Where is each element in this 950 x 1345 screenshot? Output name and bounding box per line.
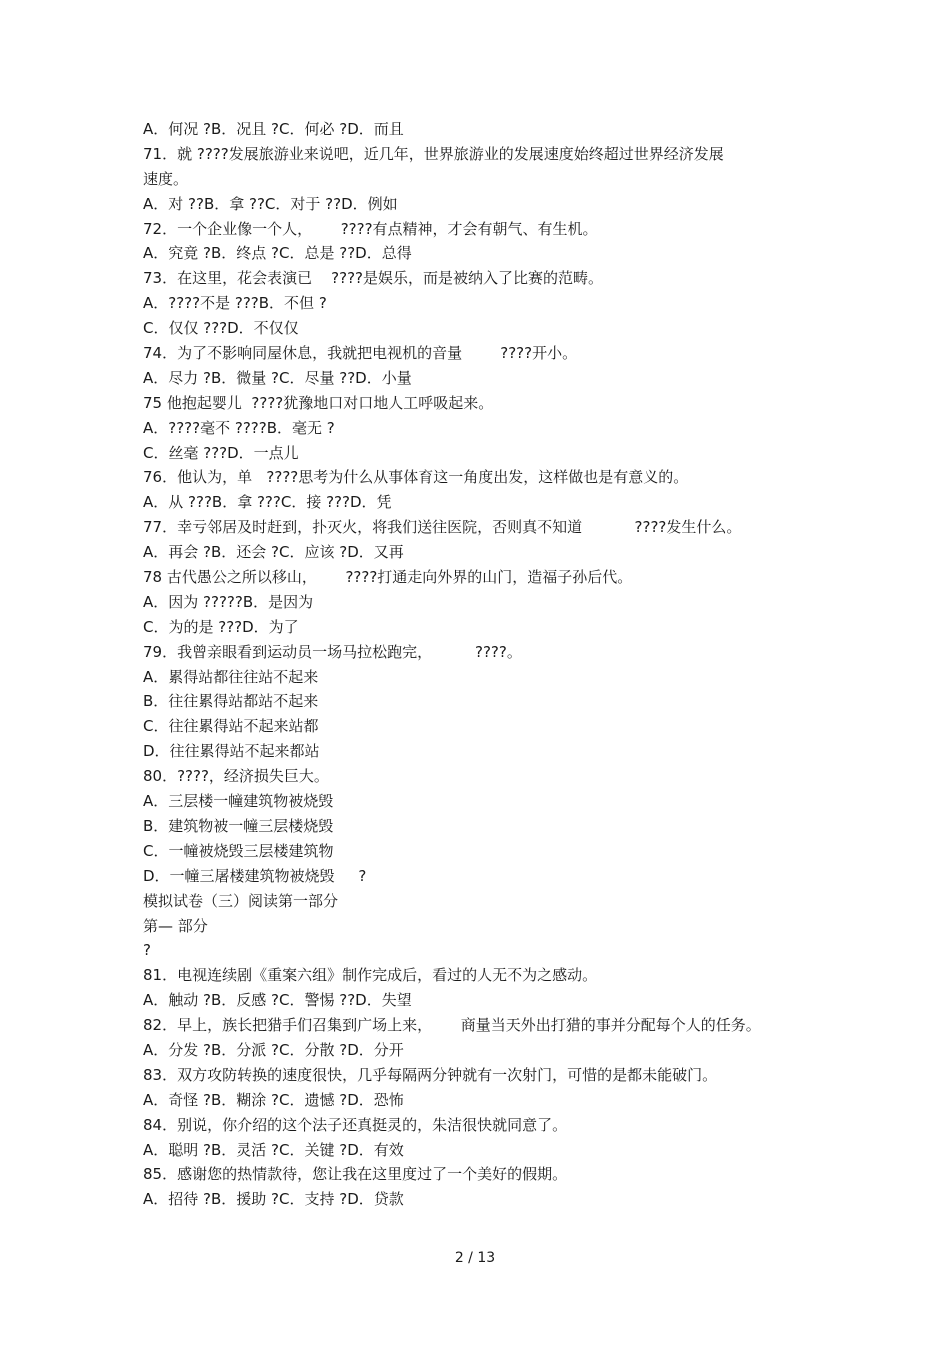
text-line: A．尽力 ?B．微量 ?C．尽量 ??D．小量 (143, 368, 412, 387)
text-line: 83．双方攻防转换的速度很快，几乎每隔两分钟就有一次射门，可惜的是都未能破门。 (143, 1065, 718, 1084)
text-line: 79．我曾亲眼看到运动员一场马拉松跑完， ????。 (143, 642, 522, 661)
text-line: 72．一个企业像一个人， ????有点精神，才会有朝气、有生机。 (143, 219, 598, 238)
text-line: D．一幢三屠楼建筑物被烧毁 ? (143, 866, 367, 885)
text-line: B．往往累得站都站不起来 (143, 692, 319, 711)
text-line: A．因为 ?????B．是因为 (143, 592, 314, 611)
text-line: 速度。 (143, 169, 189, 188)
text-line: C．往往累得站不起来站都 (143, 717, 319, 736)
text-line: 模拟试卷（三）阅读第一部分 (143, 891, 339, 910)
text-line: 80．????，经济损失巨大。 (143, 767, 329, 786)
text-line: ? (143, 941, 151, 960)
text-line: 74．为了不影响同屋休息，我就把电视机的音量 ????开小。 (143, 344, 578, 363)
text-line: 84．别说，你介绍的这个法子还真挺灵的，朱洁很快就同意了。 (143, 1115, 568, 1134)
text-line: A．????不是 ???B．不但 ? (143, 294, 327, 313)
text-line: A．分发 ?B．分派 ?C．分散 ?D．分开 (143, 1040, 404, 1059)
text-line: C．为的是 ???D．为了 (143, 617, 299, 636)
document-body (143, 117, 843, 1212)
text-line: A．再会 ?B．还会 ?C．应该 ?D．又再 (143, 543, 404, 562)
text-line: C．丝毫 ???D．一点儿 (143, 443, 299, 462)
page-number: 2 / 13 (454, 1250, 496, 1266)
text-line: C．仅仅 ???D．不仅仅 (143, 319, 299, 338)
text-line: A．????毫不 ????B．毫无 ? (143, 418, 335, 437)
text-line: 71．就 ????发展旅游业来说吧，近几年，世界旅游业的发展速度始终超过世界经济发展 (143, 144, 724, 163)
text-line: A．奇怪 ?B．糊涂 ?C．遗憾 ?D．恐怖 (143, 1090, 404, 1109)
text-line: 第— 部分 (143, 916, 208, 935)
text-line: 81．电视连续剧《重案六组》制作完成后，看过的人无不为之感动。 (143, 966, 598, 985)
text-line: 73．在这里，花会表演已 ????是娱乐，而是被纳入了比赛的范畴。 (143, 269, 604, 288)
text-line: 82．早上，族长把猎手们召集到广场上来， 商量当天外出打猎的事并分配每个人的任务。 (143, 1016, 761, 1035)
text-line: A．究竟 ?B．终点 ?C．总是 ??D．总得 (143, 244, 412, 263)
text-line: B．建筑物被一幢三层楼烧毁 (143, 816, 334, 835)
text-line: 85．感谢您的热情款待，您让我在这里度过了一个美好的假期。 (143, 1165, 568, 1184)
text-line: A．对 ??B．拿 ??C．对于 ??D．例如 (143, 194, 398, 213)
text-line: C．一幢被烧毁三层楼建筑物 (143, 841, 334, 860)
text-line: A．从 ???B．拿 ???C．接 ???D．凭 (143, 493, 392, 512)
text-line: 75 他抱起婴儿 ????犹豫地口对口地人工呼吸起来。 (143, 393, 494, 412)
text-line: A．三层楼一幢建筑物被烧毁 (143, 792, 334, 811)
text-line: 76．他认为，单 ????思考为什么从事体育这一角度出发，这样做也是有意义的。 (143, 468, 689, 487)
text-line: A．累得站都往往站不起来 (143, 667, 319, 686)
text-line: 78 古代愚公之所以移山， ????打通走向外界的山门，造福子孙后代。 (143, 568, 633, 587)
text-line: D．往往累得站不起来都站 (143, 742, 320, 761)
text-line: A．何况 ?B．况且 ?C．何必 ?D．而且 (143, 120, 404, 138)
text-line: A．招待 ?B．援助 ?C．支持 ?D．贷款 (143, 1190, 404, 1209)
text-line: A．触动 ?B．反感 ?C．警惕 ??D．失望 (143, 991, 412, 1010)
text-line: 77．幸亏邻居及时赶到，扑灭火，将我们送往医院，否则真不知道 ????发生什么。 (143, 518, 742, 537)
text-line: A．聪明 ?B．灵活 ?C．关键 ?D．有效 (143, 1140, 404, 1159)
